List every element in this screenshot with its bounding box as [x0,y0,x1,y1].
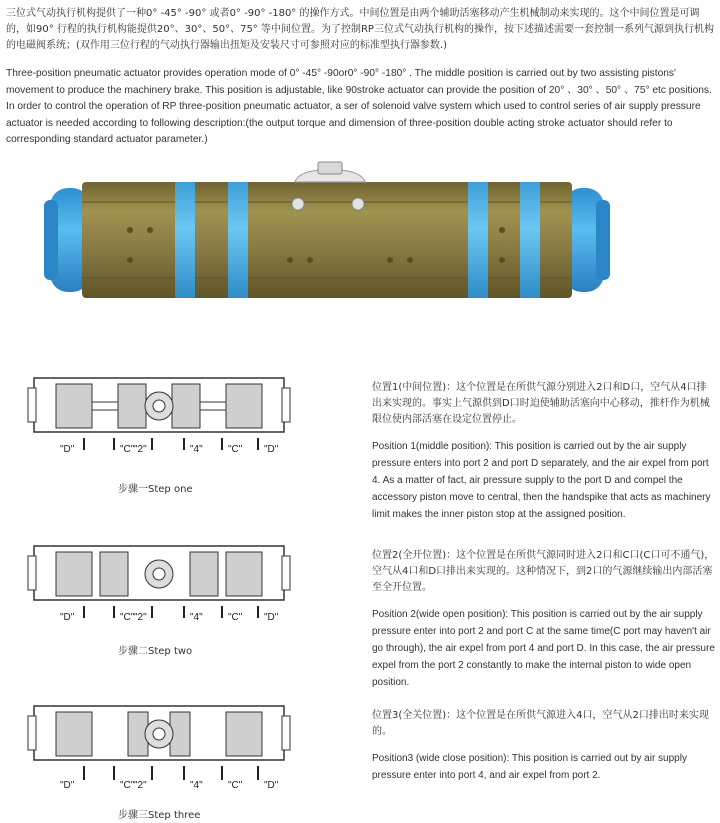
port-4: "4" [190,780,203,791]
actuator-illustration [40,160,620,310]
band-3 [468,182,488,298]
port-2: "2" [134,780,147,791]
port-c-left: "C" [120,780,135,791]
step-two-description [372,548,716,691]
step-three-cn: 位置3(全关位置)：这个位置是在所供气源进入4口，空气从2口排出时来实现的。 [372,710,709,737]
bolt-left [292,198,304,210]
step-two-diagram [26,540,296,630]
port-c-right: "C" [228,780,243,791]
band-2 [228,182,248,298]
port-c-left: "C" [120,612,135,623]
intro-english: Three-position pneumatic actuator provides operation mode of 0° -45° -90or0° -90° -180° . The middle position is carried out by two assisting pistons' movement to produce the machinery brake. This position is adjustable, like 90stroke actuator can provide the position of 20° 、30° 、50° 、75° etc positions. In order to control the operation of RP three-position pneumatic actuator, a ser of solenoid valve system which used to control series of air supply pressure actuator is needed according to following description:(the output torque and dimension of three-position double acting stroke actuator should refer to corresponding standard actuator parameter.) [6,68,712,145]
bolt-right [352,198,364,210]
port-c-right: "C" [228,612,243,623]
port-d-right: "D" [264,780,279,791]
port-d-left: "D" [60,444,75,455]
port-d-left: "D" [60,612,75,623]
port-c-right: "C" [228,444,243,455]
step-three-description [372,708,716,784]
actuator-body [82,182,572,298]
step-three-diagram [26,700,296,800]
step-one-diagram [26,372,296,462]
port-2: "2" [134,444,147,455]
step-three-caption: 步骤三Step three [118,810,201,821]
step-two-en: Position 2(wide open position): This position is carried out by the air supply pressure enter into port 2 and port C at the same time(C port may haven't air go through), the air expel from port 4 and port D. In this case, the air pressure expel from the port 2 constantly to make the internal piston to wide open position. [372,609,715,688]
step-one-description [372,380,716,523]
step-one-en: Position 1(middle position): This position is carried out by the air supply pressure enters into port 2 and port D separately, and the air expel from port 4. As a matter of fact, air pressure supply to the port D and compel the accessory piston move to central, then the handspike that acts as machinery limit makes the inner piston stop at the assigned position. [372,441,711,520]
port-d-left: "D" [60,780,75,791]
port-4: "4" [190,444,203,455]
port-d-right: "D" [264,612,279,623]
band-1 [175,182,195,298]
port-4: "4" [190,612,203,623]
step-one-cn: 位置1(中间位置)：这个位置是在所供气源分别进入2口和D口，空气从4口排出来实现的。事实上气源供到D口时迫使辅助活塞向中心移动，推杆作为机械限位使内部活塞在设定位置停止。 [372,382,710,425]
port-2: "2" [134,612,147,623]
intro-chinese: 三位式气动执行机构提供了一种0° -45° -90° 或者0° -90° -180° 的操作方式。中间位置是由两个辅助活塞移动产生机械制动来实现的。这个中间位置是可调的，如90° 行程的执行机构能提供20°、30°、50°、75° 等中间位置。为了控制RP三位式气动执行机构的操作，按下述描述需要一套控制一系列气源到执行机构的电磁阀系统；(双作用三位行程的气动执行器输出扭矩及安装尺寸可参照对应的标准型执行器参数.) [6,8,714,51]
step-two-caption: 步骤二Step two [118,646,193,657]
step-one-caption: 步骤一Step one [118,484,193,495]
port-c-left: "C" [120,444,135,455]
band-4 [520,182,540,298]
port-d-right: "D" [264,444,279,455]
step-three-en: Position3 (wide close position): This position is carried out by air supply pressure enter into port 4, and air expel from port 2. [372,753,687,781]
step-two-cn: 位置2(全开位置)：这个位置是在所供气源同时进入2口和C口(C口可不通气)，空气从4口和D口排出来实现的。这种情况下，到2口的气源继续输出内部活塞至全开位置。 [372,550,715,593]
